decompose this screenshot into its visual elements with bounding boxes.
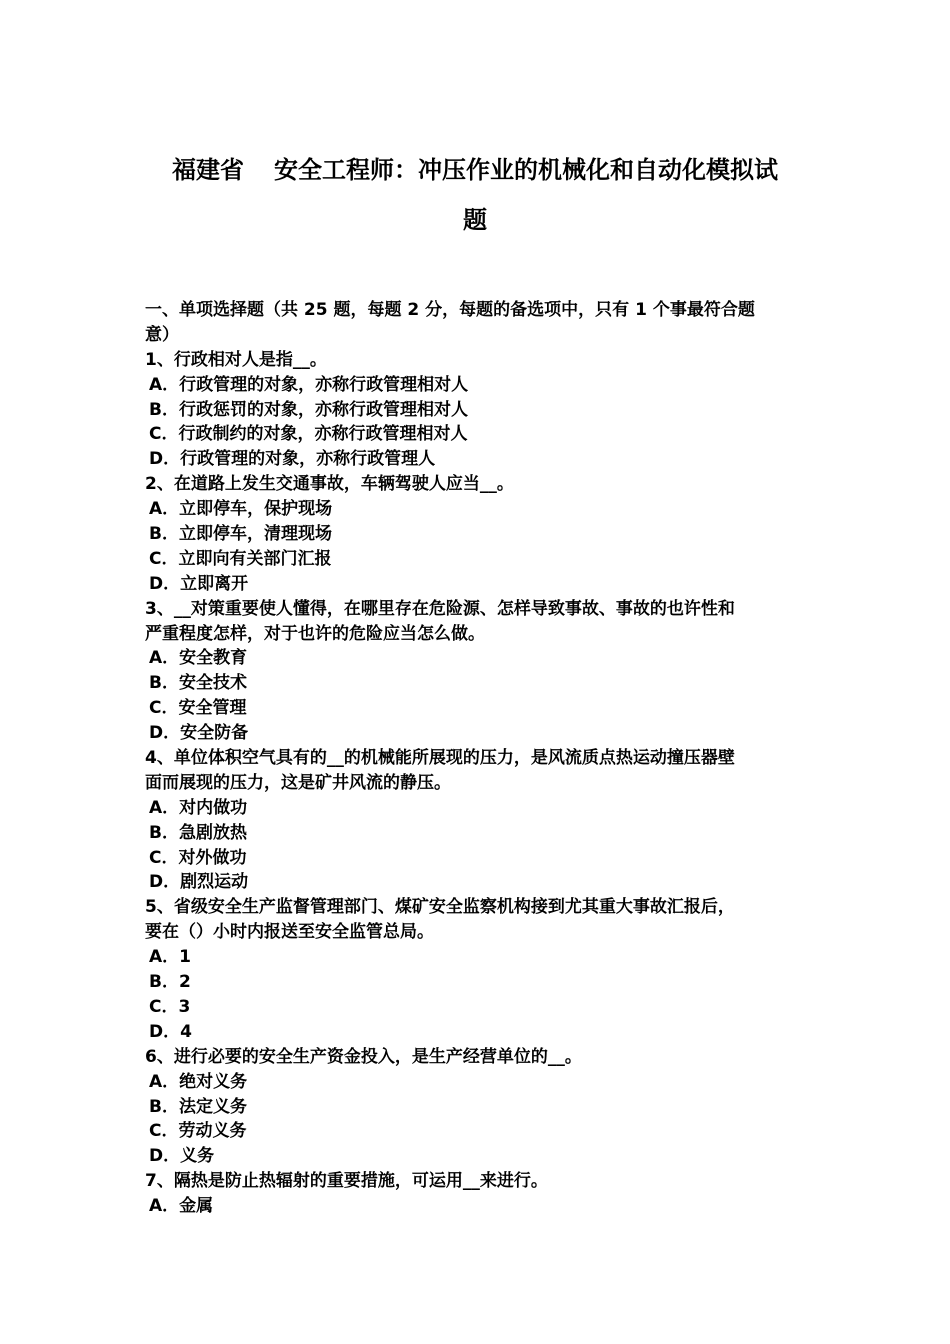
option-c: C．立即向有关部门汇报 [149, 548, 332, 569]
option-d: D．剧烈运动 [149, 872, 249, 893]
option-a: A．安全教育 [149, 648, 248, 669]
question-stem: 2、在道路上发生交通事故，车辆驾驶人应当__。 [145, 474, 514, 495]
question-stem-continued: 面而展现的压力，这是矿井风流的静压。 [145, 772, 451, 793]
question-stem: 5、省级安全生产监督管理部门、煤矿安全监察机构接到尤其重大事故汇报后， [145, 897, 735, 918]
option-d: D．安全防备 [149, 723, 249, 744]
option-c: C．劳动义务 [149, 1121, 247, 1142]
question-stem-continued: 要在（）小时内报送至安全监管总局。 [145, 922, 434, 943]
option-b: B．法定义务 [149, 1096, 247, 1117]
document-title [120, 145, 830, 245]
question-1 [145, 348, 815, 472]
section-heading-line-2: 意） [145, 324, 179, 345]
option-a: A．立即停车，保护现场 [149, 499, 333, 520]
option-c: C．3 [149, 996, 191, 1017]
document-body [145, 298, 815, 1219]
title-main: 安全工程师：冲压作业的机械化和自动化模拟试 [274, 156, 778, 184]
question-6 [145, 1045, 815, 1169]
option-d: D．行政管理的对象，亦称行政管理人 [149, 449, 436, 470]
option-a: A．1 [149, 947, 191, 968]
question-stem: 3、__对策重要使人懂得，在哪里存在危险源、怎样导致事故、事故的也许性和 [145, 598, 735, 619]
option-a: A．对内做功 [149, 797, 248, 818]
question-5 [145, 895, 815, 1044]
option-a: A．金属 [149, 1196, 214, 1217]
option-b: B．行政惩罚的对象，亦称行政管理相对人 [149, 399, 468, 420]
question-2 [145, 472, 815, 596]
title-line-2: 题 [463, 206, 487, 234]
option-b: B．2 [149, 972, 191, 993]
question-4 [145, 746, 815, 895]
question-stem: 4、单位体积空气具有的__的机械能所展现的压力，是风流质点热运动撞压器壁 [145, 748, 735, 769]
question-7 [145, 1169, 815, 1219]
question-stem-continued: 严重程度怎样，对于也许的危险应当怎么做。 [145, 623, 485, 644]
option-a: A．行政管理的对象，亦称行政管理相对人 [149, 374, 469, 395]
question-stem: 7、隔热是防止热辐射的重要措施，可运用__来进行。 [145, 1171, 548, 1192]
option-c: C．对外做功 [149, 847, 247, 868]
option-d: D．4 [149, 1021, 192, 1042]
title-line-1 [120, 145, 830, 195]
question-stem: 1、行政相对人是指__。 [145, 349, 327, 370]
question-stem: 6、进行必要的安全生产资金投入，是生产经营单位的__。 [145, 1046, 582, 1067]
option-d: D．立即离开 [149, 573, 249, 594]
option-b: B．立即停车，清理现场 [149, 524, 332, 545]
option-b: B．急剧放热 [149, 822, 247, 843]
section-heading-line-1: 一、单项选择题（共 25 题，每题 2 分，每题的备选项中，只有 1 个事最符合题 [145, 300, 755, 320]
option-a: A．绝对义务 [149, 1071, 248, 1092]
option-d: D．义务 [149, 1146, 215, 1167]
option-c: C．行政制约的对象，亦称行政管理相对人 [149, 424, 468, 445]
option-c: C．安全管理 [149, 698, 247, 719]
option-b: B．安全技术 [149, 673, 247, 694]
title-province: 福建省 [172, 156, 244, 184]
question-3 [145, 597, 815, 746]
